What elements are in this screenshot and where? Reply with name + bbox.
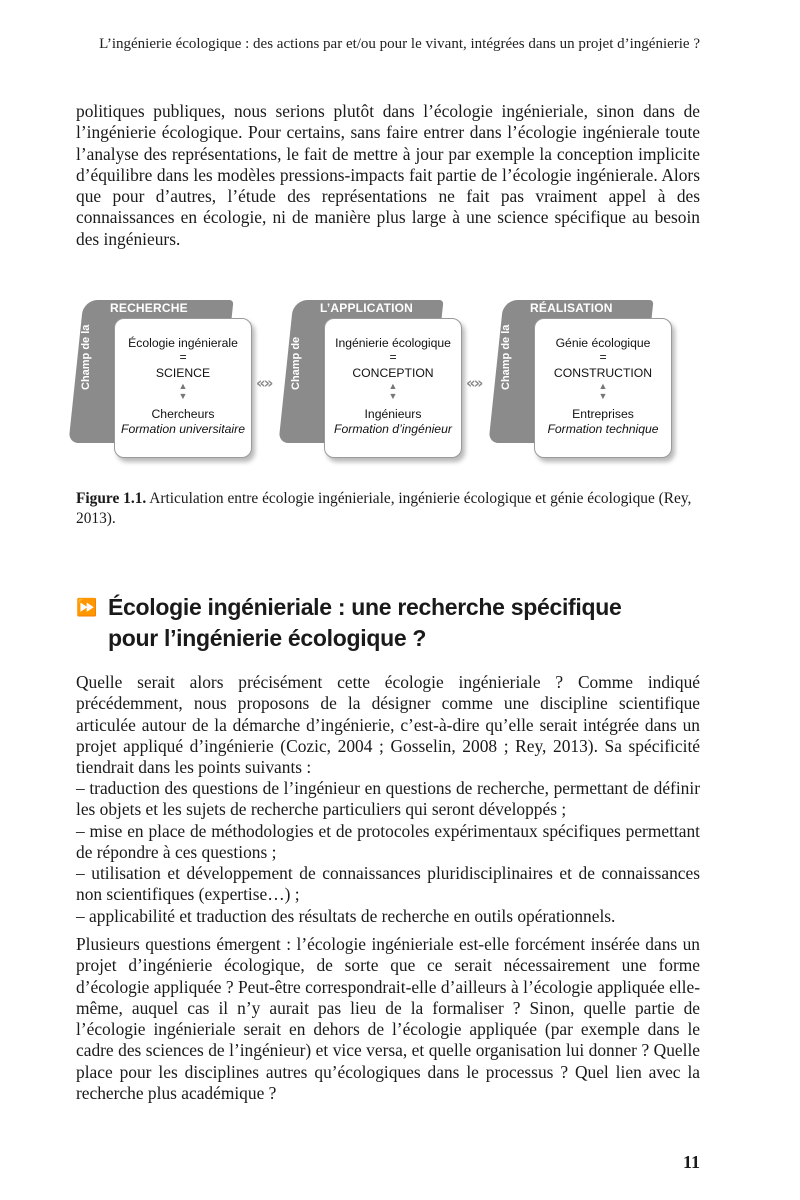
card-training: Formation technique [547, 422, 659, 436]
card-training: Formation d’ingénieur [334, 422, 452, 436]
card-discipline: Ingénierie écologique [335, 336, 451, 350]
card-equals: = [179, 350, 187, 364]
body-paragraph: Quelle serait alors précisément cette écologie ingénieriale ? Comme indiqué précédemment, nous proposons de la désigner comme une discipline scientifique articulée autour de la démarche d’ingénierie, c’est-à-dire qu’elle serait intégrée dans un projet appliqué d’ingénierie (Cozic, 2004 ; Gosselin, 2008 ; Rey, 2013). Sa spécificité tiendrait dans les points suivants : [76, 672, 700, 778]
figure-diagram [76, 290, 700, 470]
panel-card [114, 318, 252, 458]
figure-caption [76, 489, 700, 529]
double-arrow-icon: «» [256, 374, 272, 392]
caption-label: Figure 1.1. [76, 490, 147, 507]
panel-title: RECHERCHE [110, 301, 188, 315]
panel-field-label: Champ de la [80, 324, 92, 390]
card-category: CONCEPTION [352, 366, 434, 380]
panel-recherche [76, 290, 268, 470]
panel-field-label: Champ de [290, 336, 302, 390]
fast-forward-icon: ⏩ [76, 598, 97, 617]
card-category: SCIENCE [155, 366, 211, 380]
panel-field-label: Champ de la [500, 324, 512, 390]
panel-card [534, 318, 672, 458]
section-heading [76, 592, 700, 654]
list-item: – traduction des questions de l’ingénieur en questions de recherche, permettant de définir les objets et les sujets de recherche particuliers qui seront développés ; [76, 778, 700, 820]
up-down-arrows-icon: ▲ ▼ [598, 381, 608, 401]
up-down-arrows-icon: ▲ ▼ [388, 381, 398, 401]
card-equals: = [389, 350, 397, 364]
card-category: CONSTRUCTION [553, 366, 653, 380]
panel-realisation [496, 290, 688, 470]
panel-title: RÉALISATION [530, 301, 613, 315]
card-actor: Entreprises [572, 407, 634, 421]
running-head: L’ingénierie écologique : des actions par et/ou pour le vivant, intégrées dans un projet d’ingénierie ? [99, 36, 700, 52]
double-arrow-icon: «» [466, 374, 482, 392]
card-training: Formation universitaire [121, 422, 245, 436]
panel-application [286, 290, 478, 470]
card-equals: = [599, 350, 607, 364]
page-number: 11 [682, 1152, 700, 1172]
list-item: – applicabilité et traduction des résultats de recherche en outils opérationnels. [76, 905, 616, 926]
caption-text: Articulation entre écologie ingénieriale, ingénierie écologique et génie écologique (Rey, 2013). [76, 490, 692, 527]
card-actor: Ingénieurs [364, 407, 422, 421]
section-title-line2: pour l’ingénierie écologique ? [108, 625, 427, 651]
card-actor: Chercheurs [151, 407, 215, 421]
list-item: – mise en place de méthodologies et de protocoles expérimentaux spécifiques permettant de répondre à ces questions ; [76, 820, 700, 862]
panel-title: L’APPLICATION [320, 301, 414, 315]
body-paragraph: Plusieurs questions émergent : l’écologie ingénieriale est-elle forcément insérée dans un projet d’ingénierie écologique, de sorte que ce serait nécessairement une forme d’écologie appliquée ? Peut-être correspondrait-elle d’ailleurs à l’écologie appliquée elle-même, auquel cas il n’y aurait pas lieu de la formaliser ? Sinon, quelle partie de l’écologie ingénieriale serait en dehors de l’écologie appliquée (par exemple dans le cadre des sciences de l’ingénieur) et vice versa, et quelle organisation lui donner ? Quelle place pour les disciplines autres qu’écologiques dans le processus ? Quel lien avec la recherche plus académique ? [76, 934, 700, 1104]
list-item: – utilisation et développement de connaissances pluridisciplinaires et de connaissances non scientifiques (expertise…) ; [76, 863, 700, 905]
panel-card [324, 318, 462, 458]
card-discipline: Génie écologique [555, 336, 651, 350]
intro-paragraph: politiques publiques, nous serions plutôt dans l’écologie ingénieriale, sinon dans de l’ingénierie écologique. Pour certains, sans faire entrer dans l’écologie ingénierale toute l’analyse des représentations, le fait de mettre à jour par exemple la conception implicite d’équilibre dans les modèles pressions-impacts fait partie de l’écologie ingénierale. Alors que pour d’autres, l’étude des représentations ne fait pas vraiment appel à des connaissances en écologie, ni de manière plus large à une science spécifique au besoin des ingénieurs. [76, 101, 700, 249]
card-discipline: Écologie ingénierale [128, 336, 238, 350]
specificity-list [76, 778, 700, 927]
up-down-arrows-icon: ▲ ▼ [178, 381, 188, 401]
section-title-line1: Écologie ingénieriale : une recherche spécifique [108, 594, 622, 620]
